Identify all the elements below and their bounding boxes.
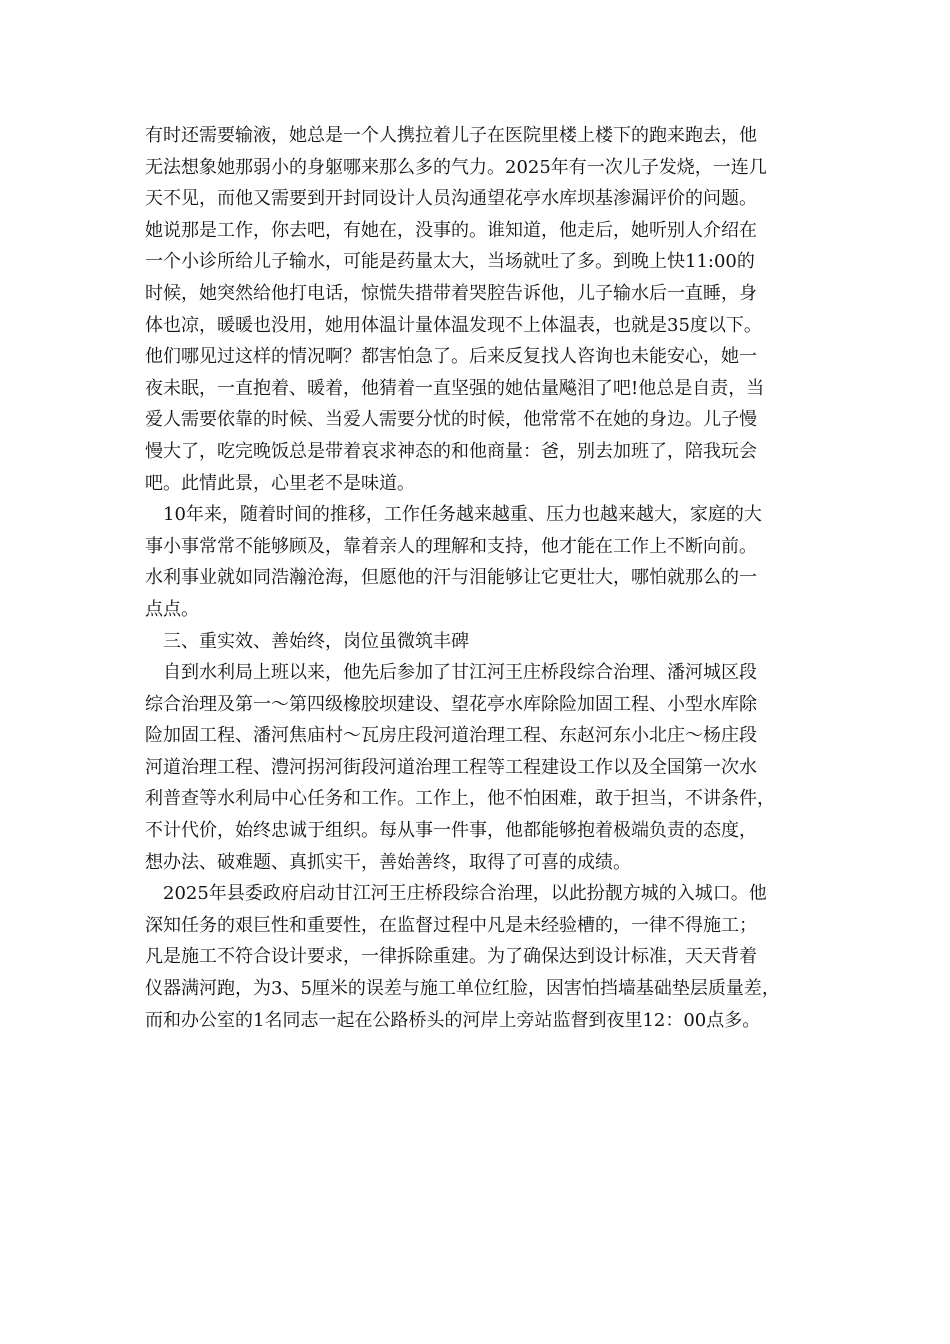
text-line: 仪器满河跑，为3、5厘米的误差与施工单位红脸，因害怕挡墙基础垫层质量差， [145, 978, 780, 1000]
text-line: 夜未眠，一直抱着、暖着，他猜着一直坚强的她估量飚泪了吧!他总是自责，当 [145, 377, 765, 399]
text-line: 利普查等水利局中心任务和工作。工作上，他不怕困难，敢于担当，不讲条件， [145, 788, 775, 810]
text-line: 时候，她突然给他打电话，惊慌失措带着哭腔告诉他，儿子输水后一直睡，身 [145, 282, 757, 304]
paragraph-start-line: 自到水利局上班以来，他先后参加了甘江河王庄桥段综合治理、潘河城区段 [163, 662, 757, 684]
text-line: 事小事常常不能够顾及，靠着亲人的理解和支持，他才能在工作上不断向前。 [145, 535, 757, 557]
section-heading: 三、重实效、善始终，岗位虽微筑丰碑 [163, 630, 469, 652]
text-line: 深知任务的艰巨性和重要性，在监督过程中凡是未经验槽的，一律不得施工； [145, 914, 757, 936]
text-line: 有时还需要输液，她总是一个人携拉着儿子在医院里楼上楼下的跑来跑去，他 [145, 125, 757, 146]
text-line: 她说那是工作，你去吧，有她在，没事的。谁知道，他走后，她听别人介绍在 [145, 219, 757, 241]
text-line: 想办法、破难题、真抓实干，善始善终，取得了可喜的成绩。 [145, 851, 631, 873]
text-line: 无法想象她那弱小的身躯哪来那么多的气力。2025年有一次儿子发烧，一连几 [145, 156, 767, 178]
text-line: 慢大了，吃完晚饭总是带着哀求神态的和他商量：爸，别去加班了，陪我玩会 [145, 440, 757, 462]
text-line: 体也凉，暖暖也没用，她用体温计量体温发现不上体温表，也就是35度以下。 [145, 314, 762, 336]
paragraph-start-line: 10年来，随着时间的推移，工作任务越来越重、压力也越来越大，家庭的大 [163, 504, 762, 526]
text-line: 爱人需要依靠的时候、当爱人需要分忧的时候，他常常不在她的身边。儿子慢 [145, 409, 757, 431]
text-line: 一个小诊所给儿子输水，可能是药量太大，当场就吐了多。到晚上快11:00的 [145, 251, 755, 273]
text-line: 而和办公室的1名同志一起在公路桥头的河岸上旁站监督到夜里12：00点多。 [145, 1009, 761, 1031]
text-line: 水利事业就如同浩瀚沧海，但愿他的汗与泪能够让它更壮大，哪怕就那么的一 [145, 567, 757, 589]
text-line: 他们哪见过这样的情况啊？都害怕急了。后来反复找人咨询也未能安心，她一 [145, 346, 757, 368]
text-line: 吧。此情此景，心里老不是味道。 [145, 472, 415, 494]
body-text [145, 120, 805, 1036]
text-line: 点点。 [145, 598, 199, 620]
text-line: 凡是施工不符合设计要求，一律拆除重建。为了确保达到设计标准，天天背着 [145, 946, 757, 968]
text-line: 不计代价，始终忠诚于组织。每从事一件事，他都能够抱着极端负责的态度， [145, 820, 757, 842]
text-line: 综合治理及第一～第四级橡胶坝建设、望花亭水库除险加固工程、小型水库除 [145, 693, 757, 715]
text-line: 河道治理工程、澧河拐河街段河道治理工程等工程建设工作以及全国第一次水 [145, 756, 757, 778]
text-line: 险加固工程、潘河焦庙村～瓦房庄段河道治理工程、东赵河东小北庄～杨庄段 [145, 725, 757, 747]
paragraph-start-line: 2025年县委政府启动甘江河王庄桥段综合治理，以此扮靓方城的入城口。他 [163, 883, 767, 905]
text-line: 天不见，而他又需要到开封同设计人员沟通望花亭水库坝基渗漏评价的问题。 [145, 188, 757, 210]
